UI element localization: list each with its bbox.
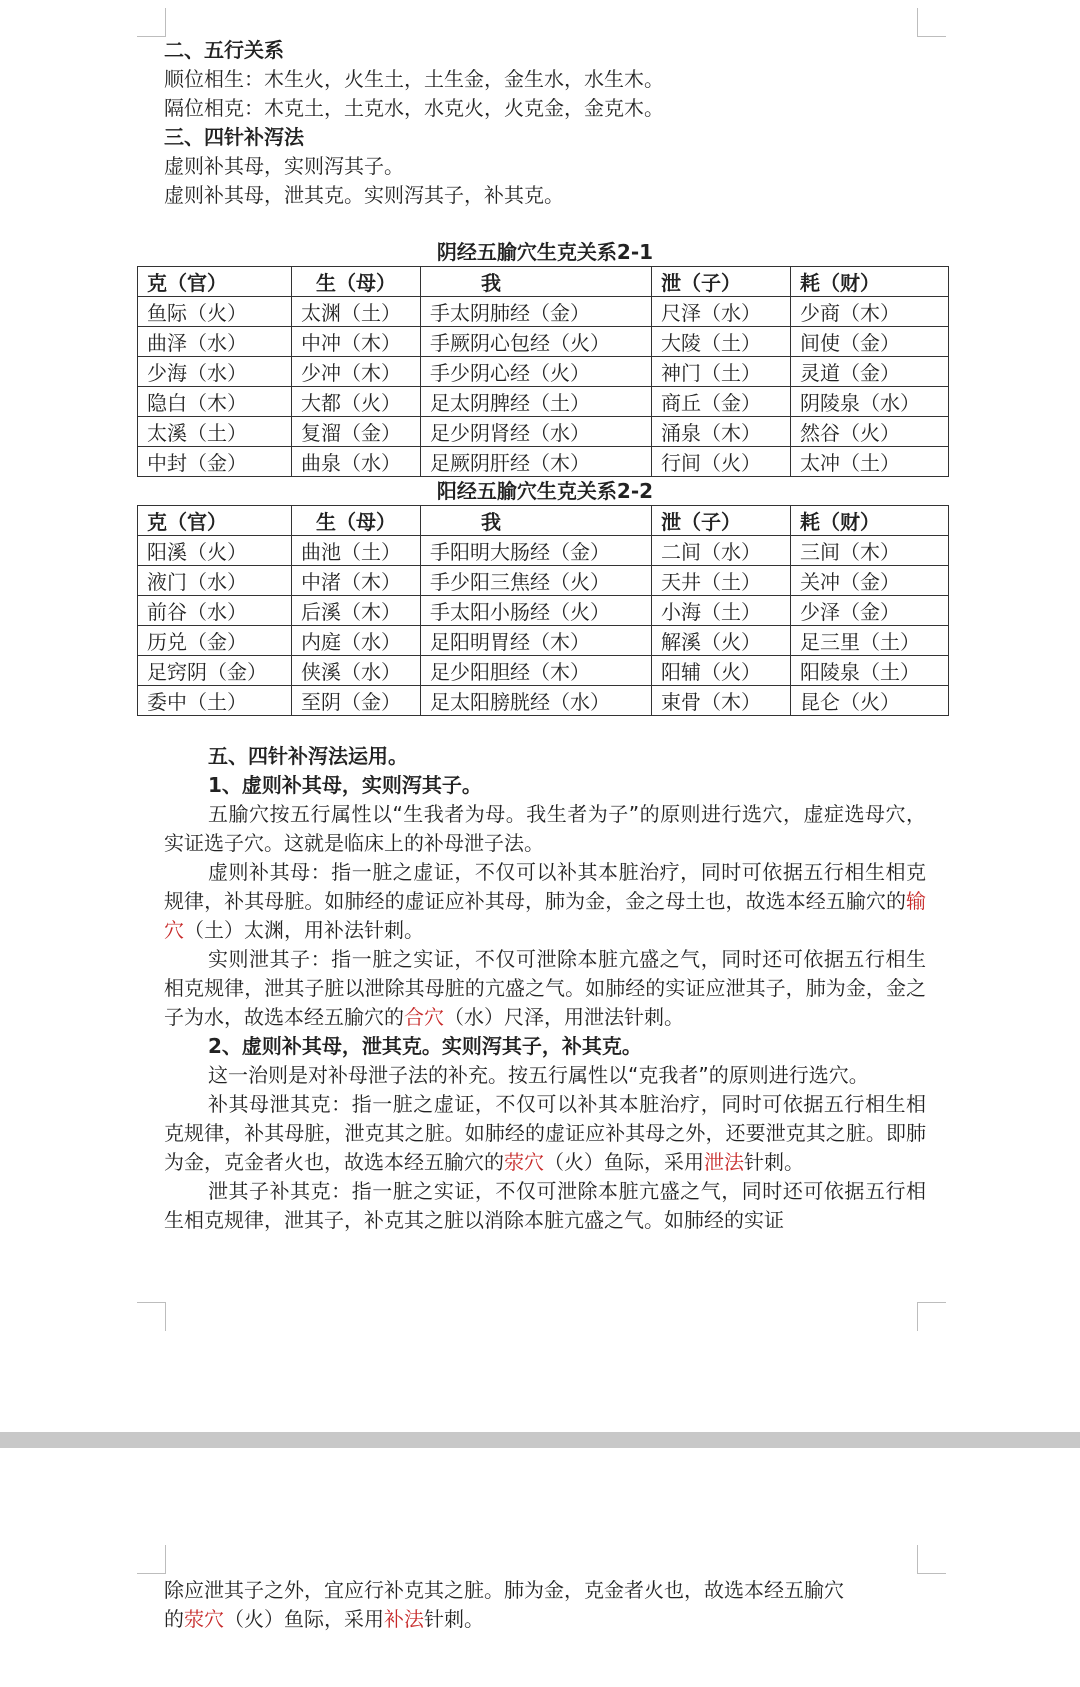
document-page-2: [0, 1448, 1080, 1687]
table-cell: 束骨（木）: [652, 686, 791, 716]
page-2-content: [164, 1576, 926, 1634]
highlight-term: 荥穴: [184, 1607, 224, 1631]
table-cell: 中冲（木）: [292, 327, 421, 357]
crop-mark: [917, 1302, 946, 1331]
crop-mark: [137, 1302, 166, 1331]
table-cell: 前谷（水）: [138, 596, 292, 626]
continued-line-1: 除应泄其子之外，宜应行补克其之脏。肺为金，克金者火也，故选本经五腧穴: [164, 1578, 844, 1602]
table-cell: 大都（火）: [292, 387, 421, 417]
table-cell: 曲泽（水）: [138, 327, 292, 357]
table-cell: 鱼际（火）: [138, 297, 292, 327]
table-cell: 少商（木）: [791, 297, 949, 327]
col-header: 生（母）: [292, 267, 421, 297]
table-row: [138, 566, 949, 596]
table-row: [138, 327, 949, 357]
text: （土）太渊，用补法针刺。: [184, 918, 424, 942]
table-cell: 神门（土）: [652, 357, 791, 387]
table-cell: 商丘（金）: [652, 387, 791, 417]
col-header: 我: [421, 267, 652, 297]
text: 实则泄其子：指一脏之实证，不仅可泄除本脏亢盛之气，同时还可依据五行相生相克规律，泄其子脏以泄除其母脏的亢盛之气。如肺经的实证应泄其子，肺为金，金之子为水，故选本经五腧穴的: [164, 947, 926, 1029]
table-cell: 太溪（土）: [138, 417, 292, 447]
ke-line: 隔位相克：木克土，土克水，水克火，火克金，金克木。: [164, 96, 664, 120]
table-row: [138, 417, 949, 447]
col-header: 生（母）: [292, 506, 421, 536]
text: 针刺。: [744, 1150, 804, 1174]
table-cell: 少海（水）: [138, 357, 292, 387]
crop-mark: [137, 8, 166, 37]
table-cell: 足少阳胆经（木）: [421, 656, 652, 686]
table-cell: 至阴（金）: [292, 686, 421, 716]
table-cell: 中封（金）: [138, 447, 292, 477]
col-header: 泄（子）: [652, 506, 791, 536]
section-heading-2: 二、五行关系: [164, 38, 284, 62]
table-cell: 解溪（火）: [652, 626, 791, 656]
paragraph-2: [164, 858, 926, 945]
table-cell: 手少阴心经（火）: [421, 357, 652, 387]
table-cell: 手少阳三焦经（火）: [421, 566, 652, 596]
table-cell: 灵道（金）: [791, 357, 949, 387]
table-cell: 液门（水）: [138, 566, 292, 596]
table-1-body: [138, 297, 949, 477]
text: 补其母泄其克：指一脏之虚证，不仅可以补其本脏治疗，同时可依据五行相生相克规律，补其母脏，泄克其之脏。如肺经的虚证应补其母之外，还要泄克其之脏。即肺为金，克金者火也，故选本经五腧穴的: [164, 1092, 926, 1174]
table-cell: 足太阴脾经（土）: [421, 387, 652, 417]
table-cell: 足厥阴肝经（木）: [421, 447, 652, 477]
table-cell: 曲泉（水）: [292, 447, 421, 477]
table-1-caption: 阴经五腧穴生克关系2-1: [436, 240, 654, 264]
yang-meridian-table: [137, 505, 949, 716]
table-cell: 手阳明大肠经（金）: [421, 536, 652, 566]
text: （火）鱼际，采用: [224, 1607, 384, 1631]
table-cell: 太渊（土）: [292, 297, 421, 327]
table-cell: 手厥阴心包经（火）: [421, 327, 652, 357]
table-2-body: [138, 536, 949, 716]
paragraph-3: [164, 945, 926, 1032]
col-header: 耗（财）: [791, 506, 949, 536]
table-cell: 天井（土）: [652, 566, 791, 596]
table-cell: 中渚（木）: [292, 566, 421, 596]
table-cell: 关冲（金）: [791, 566, 949, 596]
table-cell: 太冲（土）: [791, 447, 949, 477]
highlight-term: 补法: [384, 1607, 424, 1631]
col-header: 泄（子）: [652, 267, 791, 297]
text: （火）鱼际，采用: [544, 1150, 704, 1174]
table-cell: 阳溪（火）: [138, 536, 292, 566]
table-cell: 大陵（土）: [652, 327, 791, 357]
continued-line-2: [164, 1605, 926, 1634]
paragraph-5: [164, 1090, 926, 1177]
table-cell: 二间（水）: [652, 536, 791, 566]
table-cell: 足三里（土）: [791, 626, 949, 656]
table-cell: 侠溪（水）: [292, 656, 421, 686]
text: 虚则补其母：指一脏之虚证，不仅可以补其本脏治疗，同时可依据五行相生相克规律，补其母脏。如肺经的虚证应补其母，肺为金，金之母土也，故选本经五腧穴的: [164, 860, 926, 913]
crop-mark: [917, 1545, 946, 1574]
table-header-row: [138, 506, 949, 536]
table-cell: 阳陵泉（土）: [791, 656, 949, 686]
highlight-term: 输穴: [164, 889, 926, 942]
table-cell: 足太阳膀胱经（水）: [421, 686, 652, 716]
crop-mark: [917, 8, 946, 37]
table-row: [138, 536, 949, 566]
section-heading-5: 五、四针补泻法运用。: [208, 744, 408, 768]
col-header: 克（官）: [138, 506, 292, 536]
paragraph-6: 泄其子补其克：指一脏之实证，不仅可泄除本脏亢盛之气，同时还可依据五行相生相克规律，泄其子，补克其之脏以消除本脏亢盛之气。如肺经的实证: [164, 1179, 926, 1232]
table-cell: 复溜（金）: [292, 417, 421, 447]
text: 的: [164, 1607, 184, 1631]
col-header: 克（官）: [138, 267, 292, 297]
table-cell: 尺泽（水）: [652, 297, 791, 327]
table-cell: 手太阳小肠经（火）: [421, 596, 652, 626]
highlight-term: 合穴: [404, 1005, 444, 1029]
table-row: [138, 626, 949, 656]
table-header-row: [138, 267, 949, 297]
table-row: [138, 686, 949, 716]
text: 针刺。: [424, 1607, 484, 1631]
yin-meridian-table: [137, 266, 949, 477]
rule-line-2: 虚则补其母，泄其克。实则泻其子，补其克。: [164, 183, 564, 207]
highlight-term: 荥穴: [504, 1150, 544, 1174]
table-cell: 足阳明胃经（木）: [421, 626, 652, 656]
rule-line-1: 虚则补其母，实则泻其子。: [164, 154, 404, 178]
paragraph-4: 这一治则是对补母泄子法的补充。按五行属性以“克我者”的原则进行选穴。: [208, 1063, 869, 1087]
table-cell: 隐白（木）: [138, 387, 292, 417]
table-2-caption: 阳经五腧穴生克关系2-2: [436, 479, 654, 503]
page-separator: [0, 1432, 1080, 1448]
section-heading-3: 三、四针补泻法: [164, 125, 304, 149]
table-row: [138, 596, 949, 626]
col-header: 耗（财）: [791, 267, 949, 297]
table-cell: 后溪（木）: [292, 596, 421, 626]
table-row: [138, 297, 949, 327]
table-row: [138, 387, 949, 417]
table-cell: 足窍阴（金）: [138, 656, 292, 686]
table-cell: 少冲（木）: [292, 357, 421, 387]
table-cell: 涌泉（木）: [652, 417, 791, 447]
col-header: 我: [421, 506, 652, 536]
table-cell: 阳辅（火）: [652, 656, 791, 686]
table-cell: 手太阴肺经（金）: [421, 297, 652, 327]
paragraph-1: 五腧穴按五行属性以“生我者为母。我生者为子”的原则进行选穴，虚症选母穴，实证选子穴。这就是临床上的补母泄子法。: [164, 802, 926, 855]
highlight-term: 泄法: [704, 1150, 744, 1174]
table-cell: 足少阴肾经（水）: [421, 417, 652, 447]
page-1-content: [147, 36, 926, 1235]
table-row: [138, 656, 949, 686]
subheading-1: 1、虚则补其母，实则泻其子。: [208, 773, 482, 797]
sheng-line: 顺位相生：木生火，火生土，土生金，金生水，水生木。: [164, 67, 664, 91]
table-cell: 然谷（火）: [791, 417, 949, 447]
table-cell: 间使（金）: [791, 327, 949, 357]
table-row: [138, 357, 949, 387]
table-cell: 历兑（金）: [138, 626, 292, 656]
subheading-2: 2、虚则补其母，泄其克。实则泻其子，补其克。: [208, 1034, 642, 1058]
table-cell: 三间（木）: [791, 536, 949, 566]
crop-mark: [137, 1545, 166, 1574]
table-cell: 委中（土）: [138, 686, 292, 716]
table-cell: 内庭（水）: [292, 626, 421, 656]
table-cell: 曲池（土）: [292, 536, 421, 566]
text: （水）尺泽，用泄法针刺。: [444, 1005, 684, 1029]
table-cell: 行间（火）: [652, 447, 791, 477]
table-cell: 昆仑（火）: [791, 686, 949, 716]
table-cell: 少泽（金）: [791, 596, 949, 626]
table-cell: 小海（土）: [652, 596, 791, 626]
table-cell: 阴陵泉（水）: [791, 387, 949, 417]
table-row: [138, 447, 949, 477]
